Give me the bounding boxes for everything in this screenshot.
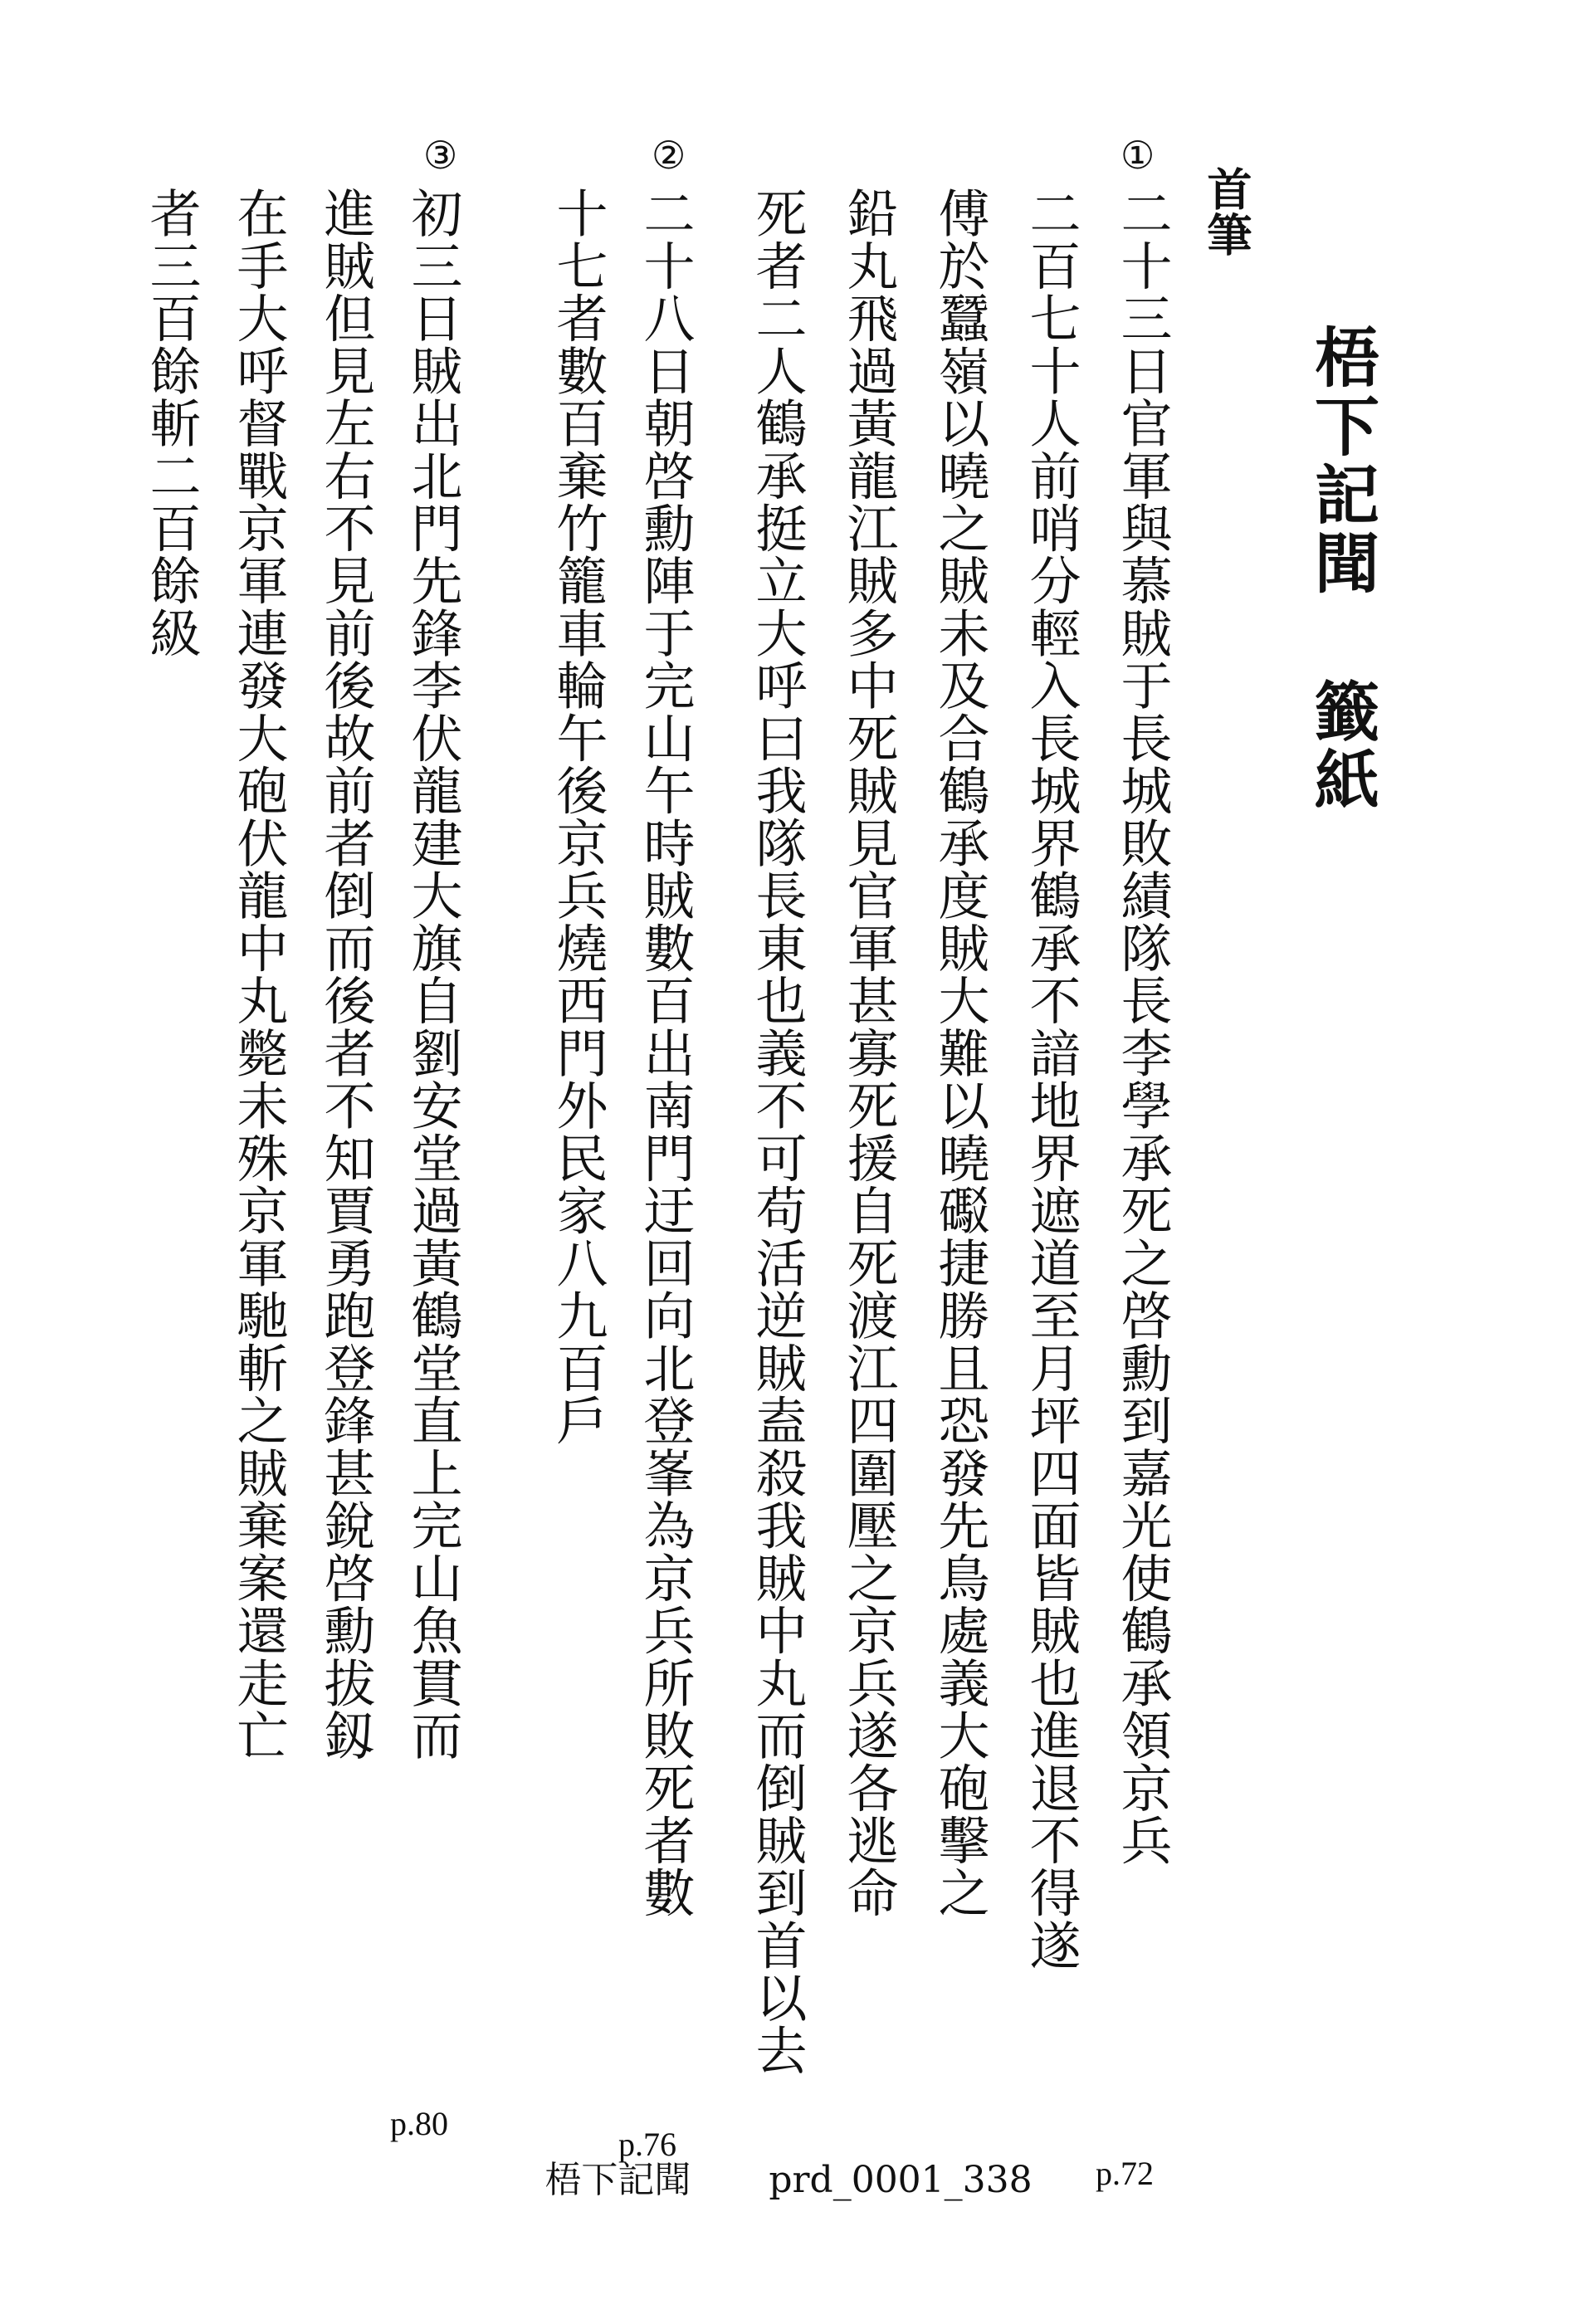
entry-2-page-ref: p.76	[618, 2126, 676, 2163]
entry-marker-1: ①	[1120, 133, 1155, 178]
entry-marker-2: ②	[652, 133, 686, 178]
section-label: 首筆	[1200, 166, 1253, 258]
entry-3-line-4: 者三百餘斬二百餘級	[141, 187, 202, 660]
entry-3-line-3: 在手大呼督戰京軍連發大砲伏龍中丸斃未殊京軍馳斬之賊棄案還走亡	[228, 187, 289, 1762]
entry-2-line-2: 十七者數百棄竹籠車輪午後京兵燒西門外民家八九百戶	[548, 187, 608, 1447]
entry-1-line-1: 二十三日官軍與慕賊于長城敗績隊長李學承死之啓勳到嘉光使鶴承領京兵	[1112, 187, 1173, 1867]
page-title: 梧下記聞 籤紙	[1304, 324, 1379, 815]
entry-1-line-5: 死者二人鶴承挺立大呼曰我隊長東也義不可苟活逆賊盍殺我賊中丸而倒賊到首以去	[747, 187, 808, 2077]
footer-book-title: 梧下記聞	[544, 2159, 691, 2201]
entry-1-line-2: 二百七十人前哨分輕入長城界鶴承不諳地界遮道至月坪四面皆賊也進退不得遂	[1021, 187, 1081, 1972]
entry-3-page-ref: p.80	[390, 2105, 448, 2142]
entry-1-line-3: 傅於蠶嶺以曉之賊未及合鶴承度賊大難以曉礟捷勝且恐發先鳥處義大砲擊之	[930, 187, 990, 1919]
entry-1-page-ref: p.72	[1096, 2155, 1154, 2192]
page-footer	[0, 2150, 1577, 2203]
entry-2-line-1: 二十八日朝啓勳陣于完山午時賊數百出南門迂回向北登峯為京兵所敗死者數	[635, 187, 696, 1919]
entry-3-line-2: 進賊但見左右不見前後故前者倒而後者不知賈勇跑登鋒甚銳啓勳拔釼	[315, 187, 376, 1762]
entry-marker-3: ③	[423, 133, 458, 178]
entry-1-line-4: 鉛丸飛過黃龍江賊多中死賊見官軍甚寡死援自死渡江四圍壓之京兵遂各逃命	[838, 187, 899, 1919]
entry-3-line-1: 初三日賊出北門先鋒李伏龍建大旗自劉安堂過黃鶴堂直上完山魚貫而	[403, 187, 463, 1762]
footer-doc-id: prd_0001_338	[769, 2159, 1033, 2201]
